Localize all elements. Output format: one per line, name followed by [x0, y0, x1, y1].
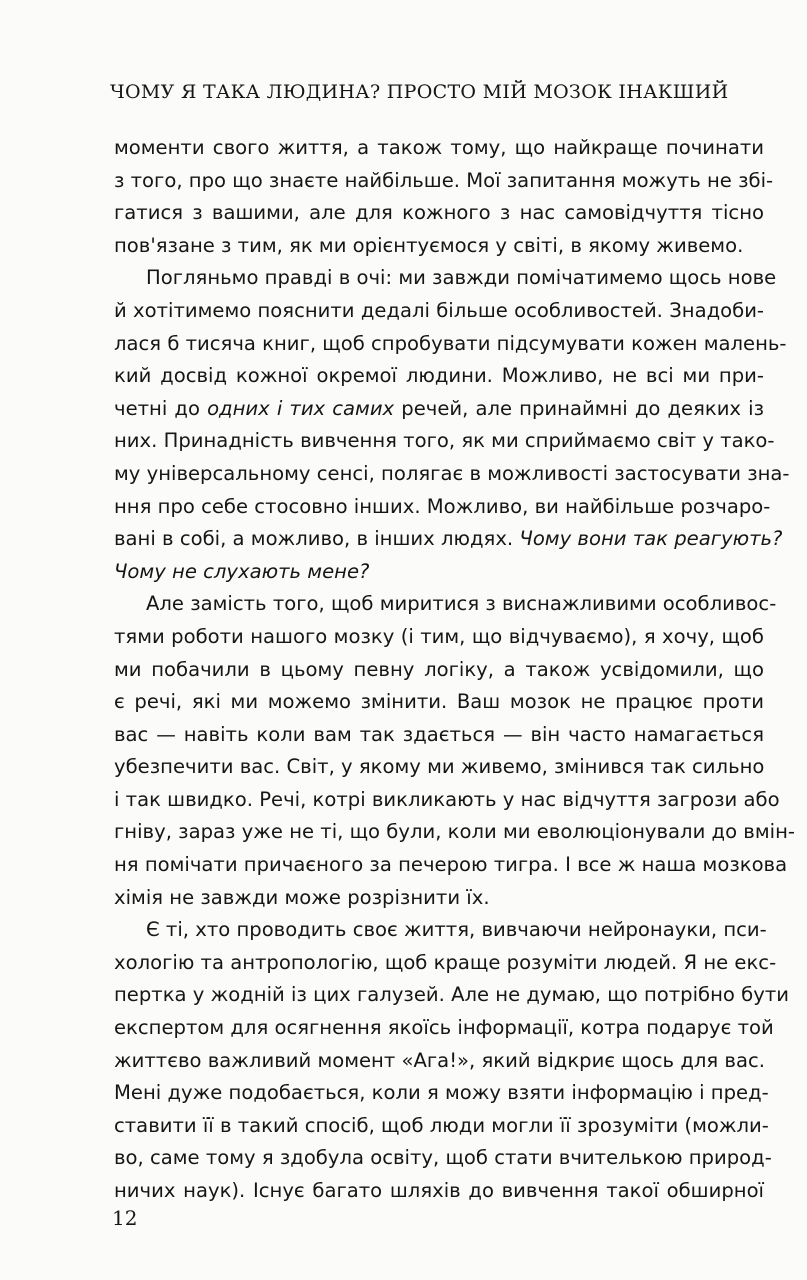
page-number: 12	[112, 1206, 138, 1230]
running-head: ЧОМУ Я ТАКА ЛЮДИНА? ПРОСТО МІЙ МОЗОК ІНАКШИЙ	[110, 81, 729, 103]
text-line: хімія не завжди може розрізнити їх.	[114, 885, 490, 909]
text-run: вані в собі, а можливо, в інших людях.	[114, 527, 520, 551]
text-line: во, саме тому я здобула освіту, щоб стати вчителькою природ-	[114, 1146, 772, 1170]
text-line: них. Принадність вивчення того, як ми сприймаємо світ у тако-	[114, 429, 775, 453]
text-line	[114, 393, 764, 426]
text-line: Погляньмо правді в очі: ми завжди помічатимемо щось нове	[146, 266, 777, 290]
text-line: хологію та антропологію, щоб краще розуміти людей. Я не екс-	[114, 950, 777, 974]
text-line: тями роботи нашого мозку (і тим, що відчуваємо), я хочу, щоб	[114, 624, 764, 648]
text-line: є речі, які ми можемо змінити. Ваш мозок не працює проти	[114, 690, 764, 714]
body-text	[114, 132, 795, 1208]
text-line: ня помічати причаєного за печерою тигра. І все ж наша мозкова	[114, 853, 788, 877]
text-line: ставити її в такий спосіб, щоб люди могли її зрозуміти (можли-	[114, 1113, 769, 1137]
text-line: життєво важливий момент «Ага!», який відкриє щось для вас.	[114, 1048, 765, 1072]
text-line: ння про себе стосовно інших. Можливо, ви найбільше розчаро-	[114, 494, 771, 518]
paragraph-3	[114, 588, 795, 914]
text-run: четні до	[114, 396, 208, 420]
text-line: Але замість того, щоб миритися з виснажливими особливос-	[146, 592, 777, 616]
text-line: убезпечити вас. Світ, у якому ми живемо, змінився так сильно	[114, 755, 765, 779]
italic-line: Чому не слухають мене?	[114, 559, 370, 583]
text-line	[114, 523, 783, 556]
text-line: й хотітимемо пояснити дедалі більше особливостей. Знадоби-	[114, 298, 764, 322]
paragraph-4	[114, 914, 789, 1207]
text-line: і так швидко. Речі, котрі викликають у нас відчуття загрози або	[114, 787, 780, 811]
text-line: вас — навіть коли вам так здається — він часто намагається	[114, 722, 764, 746]
paragraph-2	[114, 262, 790, 588]
text-line: пертка у жодній із цих галузей. Але не думаю, що потрібно бути	[114, 983, 789, 1007]
text-run: речей, але принаймні до деяких із	[394, 396, 765, 420]
paragraph-1	[114, 132, 774, 262]
text-line: Є ті, хто проводить своє життя, вивчаючи нейронауки, пси-	[146, 918, 767, 942]
text-line: лася б тисяча книг, щоб спробувати підсумувати кожен малень-	[114, 331, 787, 355]
text-line: му універсальному сенсі, полягає в можливості застосувати зна-	[114, 461, 790, 485]
text-line: ми побачили в цьому певну логіку, а також усвідомили, що	[114, 657, 764, 681]
text-line: експертом для осягнення якоїсь інформації, котра подарує той	[114, 1016, 774, 1040]
text-line: гніву, зараз уже не ті, що були, коли ми еволюціонували до вмін-	[114, 820, 795, 844]
text-line: Мені дуже подобається, коли я можу взяти інформацію і пред-	[114, 1081, 769, 1105]
text-line: моменти свого життя, а також тому, що найкраще починати	[114, 136, 764, 159]
italic-phrase: Чому вони так реагують?	[519, 527, 783, 551]
italic-phrase: одних і тих самих	[207, 396, 395, 420]
text-line: пов'язане з тим, як ми орієнтуємося у світі, в якому живемо.	[114, 233, 744, 257]
text-line: з того, про що знаєте найбільше. Мої запитання можуть не збі-	[114, 168, 774, 192]
text-line: гатися з вашими, але для кожного з нас самовідчуття тісно	[114, 201, 764, 225]
text-line: кий досвід кожної окремої людини. Можливо, не всі ми при-	[114, 364, 764, 388]
text-line: ничих наук). Існує багато шляхів до вивчення такої обширної	[114, 1179, 764, 1202]
